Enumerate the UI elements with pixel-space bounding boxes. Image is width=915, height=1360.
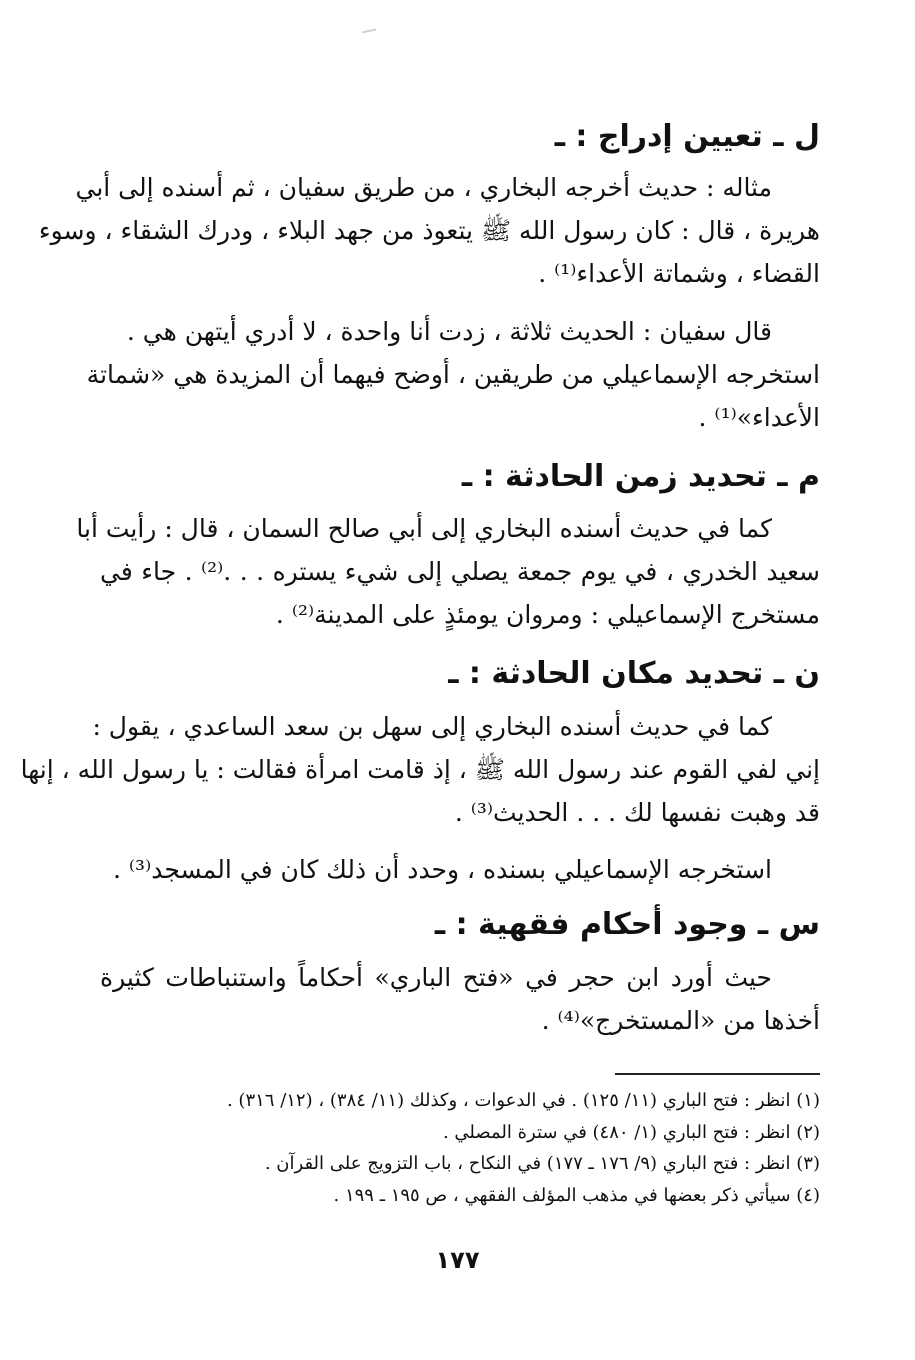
paragraph (100, 848, 820, 891)
text-line: كما في حديث أسنده البخاري إلى سهل بن سعد الساعدي ، يقول : (92, 712, 772, 741)
text-line: هريرة ، قال : كان رسول الله ﷺ يتعوذ من جهد البلاء ، ودرك الشقاء ، وسوء (38, 216, 820, 245)
section-heading-mim: م ـ تحديد زمن الحادثة : ـ (461, 459, 820, 494)
text-line: أخذها من «المستخرج»⁽⁴⁾ . (541, 1006, 820, 1035)
paragraph (38, 166, 820, 295)
footnotes (100, 1085, 820, 1211)
footnote-4: (٤) سيأتي ذكر بعضها في مذهب المؤلف الفقهي ، ص ١٩٥ ـ ١٩٩ . (333, 1184, 820, 1206)
paragraph (86, 310, 820, 439)
text-line: حيث أورد ابن حجر في «فتح الباري» أحكاماً واستنباطات كثيرة (100, 963, 772, 992)
footnote-separator (615, 1073, 820, 1075)
paragraph (100, 956, 820, 1042)
text-line: الأعداء»⁽¹⁾ . (698, 403, 820, 432)
text-line: مستخرج الإسماعيلي : ومروان يومئذٍ على المدينة⁽²⁾ . (275, 600, 820, 629)
scan-mark (362, 29, 376, 34)
text-line: استخرجه الإسماعيلي من طريقين ، أوضح فيهما أن المزيدة هي «شماتة (86, 360, 820, 389)
text-line: كما في حديث أسنده البخاري إلى أبي صالح السمان ، قال : رأيت أبا (76, 514, 772, 543)
text-line: استخرجه الإسماعيلي بسنده ، وحدد أن ذلك كان في المسجد⁽³⁾ . (112, 855, 772, 884)
text-line: القضاء ، وشماتة الأعداء⁽¹⁾ . (538, 259, 820, 288)
page-number: ١٧٧ (435, 1246, 480, 1274)
section-heading-nun: ن ـ تحديد مكان الحادثة : ـ (448, 656, 820, 691)
footnote-1: (١) انظر : فتح الباري (١١/ ١٢٥) . في الدعوات ، وكذلك (١١/ ٣٨٤) ، (١٢/ ٣١٦) . (226, 1090, 820, 1111)
text-line: سعيد الخدري ، في يوم جمعة يصلي إلى شيء يستره . . .⁽²⁾ . جاء في (100, 557, 820, 586)
text-line: مثاله : حديث أخرجه البخاري ، من طريق سفيان ، ثم أسنده إلى أبي (75, 173, 772, 202)
paragraph (20, 705, 820, 834)
section-heading-sin: س ـ وجود أحكام فقهية : ـ (434, 907, 820, 942)
footnote-2: (٢) انظر : فتح الباري (١/ ٤٨٠) في سترة المصلي . (442, 1121, 820, 1143)
footnote-3: (٣) انظر : فتح الباري (٩/ ١٧٦ ـ ١٧٧) في النكاح ، باب التزويج على القرآن . (264, 1153, 820, 1174)
text-line: قال سفيان : الحديث ثلاثة ، زدت أنا واحدة ، لا أدري أيتهن هي . (126, 317, 772, 346)
section-heading-lam: ل ـ تعيين إدراج : ـ (554, 119, 820, 154)
paragraph (76, 507, 820, 636)
text-line: إني لفي القوم عند رسول الله ﷺ ، إذ قامت امرأة فقالت : يا رسول الله ، إنها (20, 755, 820, 784)
text-line: قد وهبت نفسها لك . . . الحديث⁽³⁾ . (454, 798, 820, 827)
